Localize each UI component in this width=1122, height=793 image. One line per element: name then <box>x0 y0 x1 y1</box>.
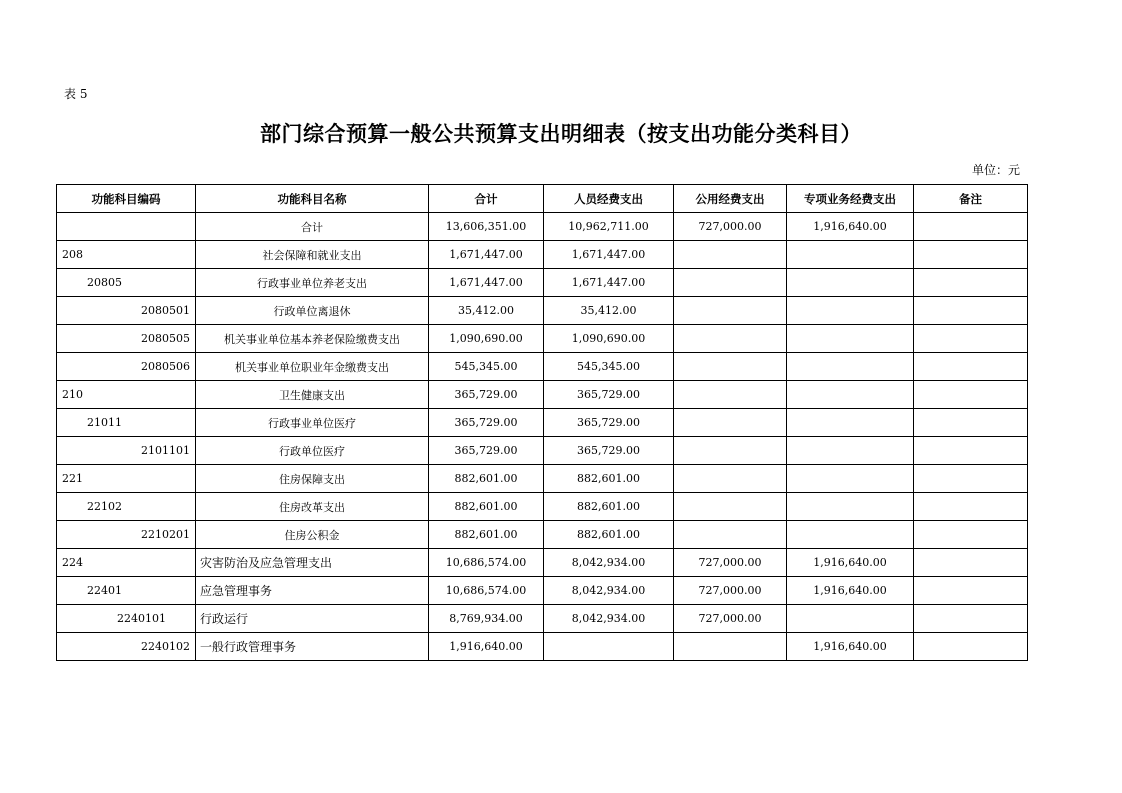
table-row <box>57 353 1028 381</box>
cell-special <box>787 437 914 465</box>
cell-name: 行政运行 <box>196 605 429 633</box>
cell-special <box>787 269 914 297</box>
col-header-code: 功能科目编码 <box>57 185 196 213</box>
cell-code: 224 <box>57 549 196 577</box>
cell-total: 365,729.00 <box>429 437 544 465</box>
cell-total: 8,769,934.00 <box>429 605 544 633</box>
cell-total: 1,671,447.00 <box>429 269 544 297</box>
cell-name: 住房改革支出 <box>196 493 429 521</box>
cell-code <box>57 213 196 241</box>
cell-note <box>914 549 1028 577</box>
cell-special <box>787 241 914 269</box>
cell-total: 545,345.00 <box>429 353 544 381</box>
header-row <box>57 185 1028 213</box>
cell-name: 卫生健康支出 <box>196 381 429 409</box>
budget-table <box>56 184 1028 661</box>
col-header-name: 功能科目名称 <box>196 185 429 213</box>
cell-total: 1,916,640.00 <box>429 633 544 661</box>
cell-personnel: 1,090,690.00 <box>544 325 674 353</box>
cell-note <box>914 269 1028 297</box>
cell-special <box>787 325 914 353</box>
cell-note <box>914 297 1028 325</box>
cell-public: 727,000.00 <box>674 577 787 605</box>
cell-name: 社会保障和就业支出 <box>196 241 429 269</box>
table-row <box>57 381 1028 409</box>
cell-total: 35,412.00 <box>429 297 544 325</box>
cell-special <box>787 465 914 493</box>
cell-special <box>787 605 914 633</box>
cell-name: 行政事业单位养老支出 <box>196 269 429 297</box>
col-header-note: 备注 <box>914 185 1028 213</box>
cell-personnel: 35,412.00 <box>544 297 674 325</box>
cell-public <box>674 409 787 437</box>
cell-code: 2080506 <box>57 353 196 381</box>
col-header-personnel: 人员经费支出 <box>544 185 674 213</box>
cell-personnel: 365,729.00 <box>544 437 674 465</box>
table-row <box>57 241 1028 269</box>
col-header-special: 专项业务经费支出 <box>787 185 914 213</box>
cell-special: 1,916,640.00 <box>787 549 914 577</box>
cell-note <box>914 437 1028 465</box>
cell-note <box>914 213 1028 241</box>
cell-public <box>674 353 787 381</box>
col-header-total: 合计 <box>429 185 544 213</box>
cell-total: 882,601.00 <box>429 521 544 549</box>
cell-note <box>914 521 1028 549</box>
cell-name: 住房保障支出 <box>196 465 429 493</box>
page-title: 部门综合预算一般公共预算支出明细表（按支出功能分类科目） <box>260 122 862 146</box>
cell-note <box>914 633 1028 661</box>
table-row <box>57 577 1028 605</box>
cell-name: 行政单位离退休 <box>196 297 429 325</box>
unit-label: 单位：元 <box>971 163 1020 177</box>
cell-personnel: 10,962,711.00 <box>544 213 674 241</box>
cell-public <box>674 521 787 549</box>
col-header-public: 公用经费支出 <box>674 185 787 213</box>
cell-code: 208 <box>57 241 196 269</box>
cell-special: 1,916,640.00 <box>787 577 914 605</box>
table-row <box>57 213 1028 241</box>
cell-personnel: 882,601.00 <box>544 521 674 549</box>
cell-special <box>787 493 914 521</box>
cell-note <box>914 325 1028 353</box>
cell-name: 行政事业单位医疗 <box>196 409 429 437</box>
cell-public <box>674 465 787 493</box>
cell-public <box>674 493 787 521</box>
table-row <box>57 633 1028 661</box>
table-row <box>57 521 1028 549</box>
table-row <box>57 549 1028 577</box>
cell-code: 20805 <box>57 269 196 297</box>
cell-special <box>787 353 914 381</box>
cell-code: 2080501 <box>57 297 196 325</box>
cell-code: 22102 <box>57 493 196 521</box>
table-row <box>57 493 1028 521</box>
cell-public <box>674 297 787 325</box>
cell-total: 365,729.00 <box>429 409 544 437</box>
cell-total: 10,686,574.00 <box>429 549 544 577</box>
cell-special <box>787 297 914 325</box>
cell-note <box>914 465 1028 493</box>
cell-public <box>674 241 787 269</box>
cell-name: 机关事业单位职业年金缴费支出 <box>196 353 429 381</box>
table-label: 表 5 <box>64 87 88 101</box>
cell-code: 22401 <box>57 577 196 605</box>
cell-total: 1,671,447.00 <box>429 241 544 269</box>
cell-public: 727,000.00 <box>674 549 787 577</box>
cell-public <box>674 325 787 353</box>
cell-total: 10,686,574.00 <box>429 577 544 605</box>
cell-code: 2101101 <box>57 437 196 465</box>
cell-total: 1,090,690.00 <box>429 325 544 353</box>
cell-code: 21011 <box>57 409 196 437</box>
cell-total: 365,729.00 <box>429 381 544 409</box>
cell-note <box>914 241 1028 269</box>
cell-total: 13,606,351.00 <box>429 213 544 241</box>
table-row <box>57 605 1028 633</box>
cell-name: 一般行政管理事务 <box>196 633 429 661</box>
cell-personnel: 365,729.00 <box>544 409 674 437</box>
cell-special: 1,916,640.00 <box>787 213 914 241</box>
cell-public: 727,000.00 <box>674 213 787 241</box>
cell-personnel: 8,042,934.00 <box>544 605 674 633</box>
table-row <box>57 269 1028 297</box>
cell-personnel: 882,601.00 <box>544 493 674 521</box>
table-row <box>57 465 1028 493</box>
cell-personnel: 882,601.00 <box>544 465 674 493</box>
cell-note <box>914 493 1028 521</box>
cell-code: 210 <box>57 381 196 409</box>
cell-code: 2080505 <box>57 325 196 353</box>
cell-code: 2210201 <box>57 521 196 549</box>
table-row <box>57 409 1028 437</box>
table-row <box>57 325 1028 353</box>
cell-personnel: 545,345.00 <box>544 353 674 381</box>
cell-public <box>674 381 787 409</box>
cell-name: 住房公积金 <box>196 521 429 549</box>
cell-special <box>787 521 914 549</box>
table-row <box>57 297 1028 325</box>
cell-total: 882,601.00 <box>429 465 544 493</box>
cell-note <box>914 381 1028 409</box>
cell-special <box>787 409 914 437</box>
cell-personnel: 8,042,934.00 <box>544 577 674 605</box>
cell-personnel: 1,671,447.00 <box>544 241 674 269</box>
cell-total: 882,601.00 <box>429 493 544 521</box>
cell-public <box>674 633 787 661</box>
cell-personnel: 8,042,934.00 <box>544 549 674 577</box>
cell-name: 机关事业单位基本养老保险缴费支出 <box>196 325 429 353</box>
cell-code: 2240101 <box>57 605 196 633</box>
cell-special <box>787 381 914 409</box>
cell-public: 727,000.00 <box>674 605 787 633</box>
cell-special: 1,916,640.00 <box>787 633 914 661</box>
cell-personnel: 1,671,447.00 <box>544 269 674 297</box>
cell-note <box>914 409 1028 437</box>
cell-code: 221 <box>57 465 196 493</box>
cell-name: 合计 <box>196 213 429 241</box>
cell-note <box>914 353 1028 381</box>
cell-note <box>914 577 1028 605</box>
cell-name: 行政单位医疗 <box>196 437 429 465</box>
cell-name: 应急管理事务 <box>196 577 429 605</box>
cell-code: 2240102 <box>57 633 196 661</box>
cell-public <box>674 269 787 297</box>
cell-personnel: 365,729.00 <box>544 381 674 409</box>
cell-personnel <box>544 633 674 661</box>
cell-note <box>914 605 1028 633</box>
cell-name: 灾害防治及应急管理支出 <box>196 549 429 577</box>
table-row <box>57 437 1028 465</box>
cell-public <box>674 437 787 465</box>
